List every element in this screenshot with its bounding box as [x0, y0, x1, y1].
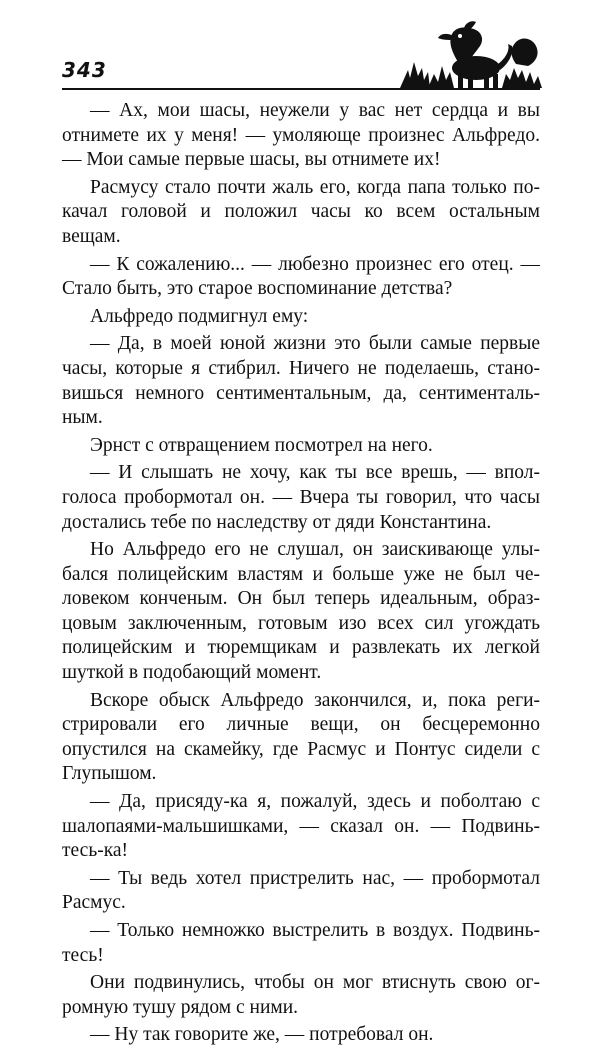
paragraph: — Ты ведь хотел пристрелить нас, — пробормотал Расмус.: [62, 867, 540, 914]
paragraph: — Ну так говорите же, — потребовал он.: [90, 1024, 434, 1046]
paragraph: — Да, в моей юной жизни это были самые первые часы, которые я стибрил. Ничего не поделаешь, становишься немного сентиментальным, да, сентиментальным.: [62, 333, 540, 429]
paragraph: Расмусу стало почти жаль его, когда папа только покачал головой и положил часы ко всем остальным вещам.: [62, 176, 540, 247]
paragraph: Они подвинулись, чтобы он мог втиснуть свою огромную тушу рядом с ними.: [62, 972, 540, 1018]
paragraph: — И слышать не хочу, как ты все врешь, — вполголоса пробормотал он. — Вчера ты говорил, что часы достались тебе по наследству от дяди Константина.: [62, 462, 540, 533]
paragraph: Альфредо подмигнул ему:: [90, 305, 309, 327]
paragraph: Эрнст с отвращением посмотрел на него.: [90, 434, 433, 456]
paragraph: — К сожалению... — любезно произнес его отец. — Стало быть, это старое воспоминание детства?: [62, 253, 540, 300]
page-number: 343: [62, 58, 107, 82]
header-rule: [62, 88, 540, 90]
dog-and-grass-icon: [398, 18, 544, 90]
paragraph: — Только немножко выстрелить в воздух. Подвиньтесь!: [62, 920, 540, 966]
paragraph: — Да, присяду-ка я, пожалуй, здесь и поболтаю с шалопаями-мальшишками, — сказал он. — Подвиньтесь-ка!: [62, 791, 540, 862]
paragraph: Вскоре обыск Альфредо закончился, и, пока регистрировали его личные вещи, он бесцеремонно опустился на скамейку, где Расмус и Понтус сидели с Глупышом.: [62, 689, 540, 785]
paragraph: — Ах, мои шасы, неужели у вас нет сердца и вы отнимете их у меня! — умоляюще произнес Альфредо. — Мои самые первые шасы, вы отнимете их!: [62, 100, 540, 171]
body-text: [62, 99, 540, 1051]
paragraph: Но Альфредо его не слушал, он заискивающе улыбался полицейским властям и больше уже не был человеком конченым. Он был теперь идеальным, образцовым заключенным, готовым изо всех сил угождать полицейским и тюремщикам и развлекать их легкой шуткой в подобающий момент.: [62, 539, 540, 684]
